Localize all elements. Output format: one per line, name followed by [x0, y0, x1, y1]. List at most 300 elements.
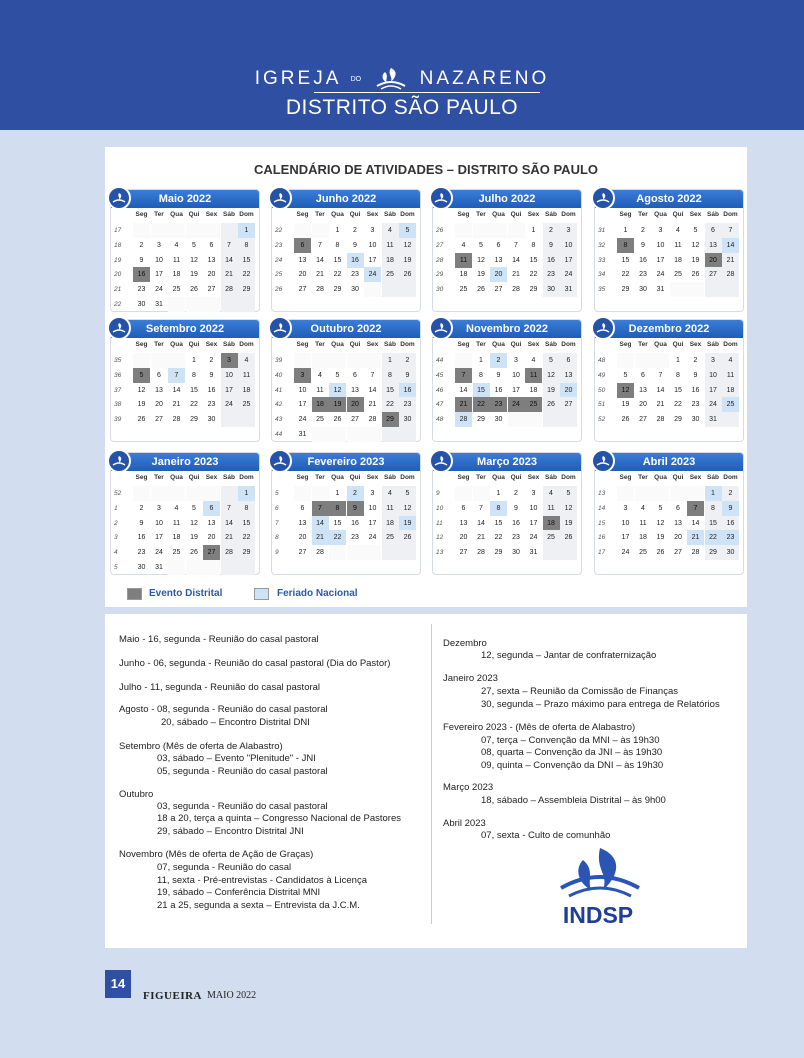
week-number: 39 — [114, 416, 122, 424]
activity-line: 19, sábado – Conferência Distrital MNI — [157, 887, 321, 898]
day-cell: 17 — [155, 271, 163, 279]
day-cell: 2 — [490, 353, 507, 368]
week-number: 41 — [275, 386, 283, 394]
day-header: Qui — [188, 211, 200, 218]
day-cell: 19 — [543, 383, 560, 398]
day-cell: 10 — [368, 504, 377, 512]
day-cell: 10 — [368, 241, 377, 249]
week-number: 38 — [114, 401, 122, 409]
day-header: Qua — [170, 341, 183, 348]
day-cell: 12 — [190, 519, 198, 527]
day-cell — [722, 412, 739, 427]
week-number: 19 — [114, 256, 122, 264]
day-header: Sáb — [384, 341, 396, 348]
week-number: 20 — [114, 271, 122, 279]
day-cell: 13 — [207, 519, 216, 527]
day-cell — [238, 412, 255, 427]
week-number: 48 — [598, 357, 606, 364]
day-cell: 15 — [238, 516, 255, 531]
day-cell: 17 — [368, 256, 377, 264]
day-cell: 7 — [514, 241, 518, 249]
day-cell: 13 — [351, 386, 359, 394]
week-number: 11 — [436, 519, 443, 527]
activity-line: 18, sábado – Assembleia Distrital – às 9h00 — [481, 795, 666, 806]
day-cell: 19 — [621, 401, 630, 409]
day-header: Dom — [239, 474, 254, 481]
church-logo-icon — [591, 449, 615, 473]
day-cell: 31 — [705, 412, 722, 427]
day-cell: 8 — [705, 501, 722, 516]
week-number: 43 — [275, 416, 283, 424]
day-cell: 9 — [693, 371, 698, 379]
day-cell: 12 — [477, 256, 485, 264]
week-number: 3 — [114, 534, 118, 542]
activity-line: 05, segunda - Reunião do casal pastoral — [157, 766, 328, 777]
day-cell: 6 — [705, 223, 722, 238]
day-header: Qui — [672, 474, 684, 481]
day-cell — [347, 545, 364, 560]
day-cell: 20 — [298, 271, 307, 279]
day-cell: 4 — [318, 371, 322, 379]
day-cell: 24 — [705, 397, 722, 412]
day-cell: 11 — [382, 501, 399, 516]
day-cell — [168, 560, 185, 575]
day-cell — [652, 353, 669, 368]
day-cell: 3 — [705, 353, 722, 368]
day-cell: 13 — [560, 368, 577, 383]
activity-line: 12, segunda – Jantar de confraternização — [481, 650, 657, 661]
day-cell — [203, 223, 220, 238]
day-cell: 17 — [560, 253, 577, 268]
day-cell: 31 — [656, 286, 665, 294]
day-cell: 22 — [190, 401, 198, 409]
day-cell: 30 — [722, 545, 739, 560]
day-header: Ter — [154, 341, 164, 348]
day-cell: 8 — [490, 501, 507, 516]
day-cell: 14 — [368, 386, 377, 394]
day-cell: 22 — [529, 271, 538, 279]
day-cell: 31 — [529, 549, 538, 557]
day-cell: 28 — [368, 416, 377, 424]
day-cell: 10 — [298, 386, 307, 394]
week-number: 1 — [114, 504, 118, 512]
month-calendar — [271, 189, 421, 312]
day-header: Sex — [205, 211, 218, 218]
day-cell: 22 — [705, 530, 722, 545]
day-cell: 18 — [674, 256, 682, 264]
day-cell: 2 — [353, 227, 357, 234]
day-cell: 23 — [490, 397, 507, 412]
day-cell: 27 — [639, 416, 647, 424]
day-cell: 16 — [691, 386, 700, 394]
day-cell: 26 — [560, 530, 577, 545]
page-number: 14 — [105, 970, 131, 998]
month-title: Agosto 2022 — [595, 190, 743, 208]
day-cell: 6 — [157, 371, 161, 379]
day-cell: 3 — [157, 504, 161, 512]
day-cell: 21 — [316, 271, 324, 279]
day-cell: 27 — [705, 267, 722, 282]
day-cell: 12 — [137, 386, 146, 394]
day-cell: 23 — [543, 267, 560, 282]
activities-panel — [105, 614, 747, 948]
day-header: Qua — [170, 474, 183, 481]
week-number: 42 — [275, 401, 283, 409]
week-number: 28 — [436, 256, 444, 264]
month-title: Maio 2022 — [111, 190, 259, 208]
activity-line: 07, sexta - Culto de comunhão — [481, 830, 611, 841]
day-header: Qui — [672, 341, 684, 348]
day-cell — [543, 412, 560, 427]
day-cell: 16 — [639, 256, 647, 264]
day-cell: 4 — [461, 241, 466, 249]
month-title: Abril 2023 — [595, 453, 743, 471]
day-cell: 6 — [300, 504, 305, 512]
day-cell: 16 — [133, 267, 150, 282]
church-logo-icon — [268, 186, 292, 210]
day-cell: 6 — [353, 371, 357, 379]
activity-line: Outubro — [119, 789, 154, 800]
day-cell: 3 — [221, 353, 238, 368]
day-cell: 16 — [494, 386, 503, 394]
day-header: Seg — [457, 341, 470, 348]
week-number: 13 — [598, 490, 606, 497]
day-cell: 6 — [461, 504, 466, 512]
day-cell — [221, 412, 238, 427]
day-cell — [329, 427, 346, 442]
day-cell: 21 — [221, 267, 238, 282]
day-header: Qui — [510, 211, 522, 218]
day-header: Sex — [689, 211, 702, 218]
activity-line: Fevereiro 2023 - (Mês de oferta de Alabastro) — [443, 722, 636, 733]
week-number: 26 — [275, 286, 283, 294]
week-number: 2 — [114, 519, 118, 527]
day-cell: 26 — [190, 286, 198, 294]
day-header: Ter — [315, 474, 325, 481]
day-cell: 1 — [335, 490, 340, 497]
day-header: Qui — [510, 474, 522, 481]
week-number: 6 — [275, 504, 279, 512]
week-number: 25 — [275, 271, 283, 279]
church-logo-icon — [429, 316, 453, 340]
day-cell: 26 — [399, 530, 416, 545]
activity-line: 27, sexta – Reunião da Comissão de Finanças — [481, 686, 678, 697]
day-cell — [312, 223, 329, 238]
activity-line: 18 a 20, terça a quinta – Congresso Nacional de Pastores — [157, 813, 401, 824]
day-cell: 14 — [172, 386, 181, 394]
day-cell: 26 — [137, 416, 146, 424]
day-header: Sáb — [707, 341, 719, 348]
day-cell: 17 — [656, 256, 665, 264]
day-cell — [617, 486, 634, 501]
day-cell: 2 — [139, 504, 144, 512]
day-cell: 7 — [318, 241, 322, 249]
day-cell: 30 — [691, 416, 700, 424]
legend-holiday-label: Feriado Nacional — [277, 588, 358, 599]
day-cell: 24 — [656, 271, 665, 279]
legend-holiday-swatch — [254, 588, 269, 600]
day-cell: 20 — [674, 534, 682, 542]
day-cell: 4 — [543, 486, 560, 501]
day-header: Dom — [723, 474, 738, 481]
day-cell: 23 — [137, 286, 146, 294]
day-cell: 23 — [399, 397, 416, 412]
day-cell: 8 — [676, 371, 680, 379]
church-name-part1: IGREJA — [254, 68, 341, 90]
day-cell: 4 — [238, 353, 255, 368]
day-cell: 29 — [621, 286, 630, 294]
day-cell: 14 — [512, 256, 520, 264]
day-cell — [508, 412, 525, 427]
day-cell: 8 — [238, 501, 255, 516]
day-cell — [221, 223, 238, 238]
day-cell: 12 — [656, 519, 665, 527]
month-calendar — [432, 452, 582, 575]
day-cell: 23 — [207, 401, 216, 409]
day-cell: 3 — [370, 227, 375, 234]
day-cell: 28 — [656, 416, 665, 424]
month-title: Julho 2022 — [433, 190, 581, 208]
day-cell: 9 — [139, 256, 144, 264]
activity-line: Dezembro — [443, 638, 487, 649]
day-cell: 2 — [543, 223, 560, 238]
day-header: Ter — [638, 474, 648, 481]
activity-line: 21 a 25, segunda a sexta – Entrevista da J.C.M. — [157, 900, 360, 911]
week-number: 30 — [436, 286, 444, 294]
day-header: Seg — [296, 211, 309, 218]
day-cell: 10 — [155, 256, 163, 264]
activity-line: 07, terça – Convenção da MNI – às 19h30 — [481, 735, 660, 746]
day-header: Dom — [561, 474, 576, 481]
day-cell: 27 — [494, 286, 503, 294]
day-cell: 24 — [368, 534, 377, 542]
day-cell — [221, 486, 238, 501]
day-cell: 16 — [347, 253, 364, 268]
day-cell: 1 — [531, 227, 536, 234]
day-cell — [151, 486, 168, 501]
day-header: Qua — [331, 341, 344, 348]
day-cell — [455, 486, 472, 501]
day-cell: 15 — [333, 519, 342, 527]
activity-line: 30, segunda – Prazo máximo para entrega de Relatórios — [481, 699, 720, 710]
day-header: Dom — [400, 474, 415, 481]
day-cell: 14 — [691, 519, 700, 527]
day-header: Sex — [527, 211, 540, 218]
day-cell: 1 — [335, 227, 340, 234]
month-title: Dezembro 2022 — [595, 320, 743, 338]
day-cell: 28 — [691, 549, 700, 557]
day-cell: 16 — [207, 386, 216, 394]
day-header: Qua — [492, 211, 505, 218]
church-name-part2: NAZARENO — [419, 68, 550, 90]
day-header: Qui — [349, 341, 361, 348]
day-cell: 8 — [329, 501, 346, 516]
month-title: Fevereiro 2023 — [272, 453, 420, 471]
day-cell: 26 — [621, 416, 630, 424]
day-cell: 7 — [687, 501, 704, 516]
day-cell: 30 — [137, 301, 146, 308]
day-cell: 15 — [238, 253, 255, 268]
day-cell: 15 — [705, 516, 722, 531]
day-header: Seg — [296, 341, 309, 348]
day-cell — [238, 560, 255, 575]
day-cell — [473, 486, 490, 501]
week-number: 44 — [436, 357, 444, 364]
day-cell: 1 — [496, 490, 501, 497]
week-number: 26 — [436, 227, 444, 234]
day-header: Qua — [654, 211, 667, 218]
day-cell — [382, 282, 399, 297]
column-divider — [431, 624, 432, 924]
week-number: 23 — [275, 241, 283, 249]
day-cell: 5 — [192, 504, 196, 512]
day-cell: 31 — [560, 282, 577, 297]
day-cell: 18 — [382, 516, 399, 531]
day-cell: 29 — [238, 545, 255, 560]
day-cell: 25 — [382, 530, 399, 545]
day-header: Ter — [154, 211, 164, 218]
day-cell: 25 — [459, 286, 468, 294]
day-cell: 25 — [543, 530, 560, 545]
day-cell — [473, 223, 490, 238]
day-cell — [687, 486, 704, 501]
day-cell: 18 — [722, 383, 739, 398]
day-cell: 17 — [512, 386, 520, 394]
month-title: Junho 2022 — [272, 190, 420, 208]
week-number: 52 — [598, 416, 606, 424]
day-cell: 19 — [477, 271, 485, 279]
indsp-text: INDSP — [562, 902, 634, 928]
day-cell: 9 — [641, 241, 645, 249]
month-calendar — [594, 452, 744, 575]
day-cell: 10 — [221, 368, 238, 383]
day-cell — [382, 427, 399, 442]
day-cell: 29 — [382, 412, 399, 427]
day-header: Ter — [154, 474, 164, 481]
day-header: Sex — [689, 474, 702, 481]
day-cell: 30 — [512, 549, 520, 557]
day-cell: 30 — [351, 286, 359, 294]
day-cell: 26 — [477, 286, 485, 294]
activity-line: 08, quarta – Convenção da JNI – às 19h30 — [481, 747, 663, 758]
week-number: 5 — [114, 564, 118, 571]
day-cell: 1 — [238, 486, 255, 501]
day-cell: 5 — [133, 368, 150, 383]
day-cell: 30 — [207, 416, 216, 424]
day-cell: 29 — [333, 286, 342, 294]
month-calendar — [594, 189, 744, 312]
day-cell — [186, 297, 203, 312]
day-cell: 10 — [529, 504, 538, 512]
day-cell: 4 — [174, 504, 179, 512]
day-cell: 25 — [382, 267, 399, 282]
day-cell: 11 — [172, 256, 181, 264]
day-cell: 9 — [722, 501, 739, 516]
day-cell — [364, 545, 381, 560]
day-header: Qui — [349, 211, 361, 218]
week-number: 4 — [114, 549, 118, 557]
day-cell — [635, 353, 652, 368]
day-cell — [221, 297, 238, 312]
day-cell: 7 — [312, 501, 329, 516]
day-cell: 17 — [621, 534, 630, 542]
day-cell: 21 — [477, 534, 485, 542]
day-cell: 9 — [353, 241, 357, 249]
day-cell: 23 — [691, 401, 700, 409]
day-cell: 30 — [543, 282, 560, 297]
day-cell: 16 — [399, 383, 416, 398]
day-cell: 26 — [190, 549, 198, 557]
day-cell: 18 — [543, 516, 560, 531]
day-cell: 2 — [693, 357, 698, 364]
week-number: 17 — [114, 227, 122, 234]
church-logo-icon — [591, 316, 615, 340]
activity-line: Setembro (Mês de oferta de Alabastro) — [119, 741, 283, 752]
week-number: 40 — [275, 371, 283, 379]
church-logo-icon — [107, 449, 131, 473]
activity-line: Junho - 06, segunda - Reunião do casal pastoral (Dia do Pastor) — [119, 658, 391, 669]
church-name-do: DO — [350, 75, 362, 83]
day-cell: 15 — [333, 256, 342, 264]
day-cell: 24 — [621, 549, 630, 557]
day-header: Sex — [366, 211, 379, 218]
day-cell: 3 — [157, 241, 161, 249]
day-cell: 14 — [312, 516, 329, 531]
week-number: 36 — [114, 371, 122, 379]
day-cell: 14 — [722, 238, 739, 253]
day-cell — [168, 297, 185, 312]
month-calendar — [110, 452, 260, 575]
month-calendar — [271, 319, 421, 442]
day-header: Seg — [619, 211, 632, 218]
church-logo-icon — [429, 449, 453, 473]
day-header: Ter — [315, 211, 325, 218]
day-cell: 5 — [543, 353, 560, 368]
day-cell: 4 — [641, 504, 645, 512]
day-header: Qua — [654, 474, 667, 481]
day-cell: 20 — [347, 397, 364, 412]
day-cell: 18 — [529, 386, 538, 394]
day-cell — [329, 353, 346, 368]
day-header: Dom — [561, 211, 576, 218]
day-header: Sex — [205, 474, 218, 481]
day-cell: 17 — [368, 519, 377, 527]
day-cell — [151, 353, 168, 368]
day-cell: 24 — [221, 397, 238, 412]
day-header: Seg — [619, 474, 632, 481]
day-cell: 20 — [560, 383, 577, 398]
day-cell — [203, 297, 220, 312]
day-cell — [525, 412, 542, 427]
day-cell: 25 — [316, 416, 324, 424]
day-header: Ter — [476, 341, 486, 348]
day-cell — [560, 545, 577, 560]
day-cell: 19 — [560, 516, 577, 531]
day-cell: 4 — [531, 357, 536, 364]
day-cell: 13 — [155, 386, 163, 394]
day-cell: 9 — [209, 371, 214, 379]
day-cell: 7 — [370, 371, 375, 379]
activity-line: Maio - 16, segunda - Reunião do casal pastoral — [119, 634, 319, 645]
day-cell: 20 — [155, 401, 163, 409]
day-cell: 12 — [399, 501, 416, 516]
day-cell: 2 — [139, 241, 144, 249]
day-cell: 16 — [543, 253, 560, 268]
day-cell: 21 — [455, 397, 472, 412]
day-cell: 15 — [494, 519, 503, 527]
activity-line: Janeiro 2023 — [443, 673, 498, 684]
issue-date: MAIO 2022 — [207, 990, 257, 1001]
